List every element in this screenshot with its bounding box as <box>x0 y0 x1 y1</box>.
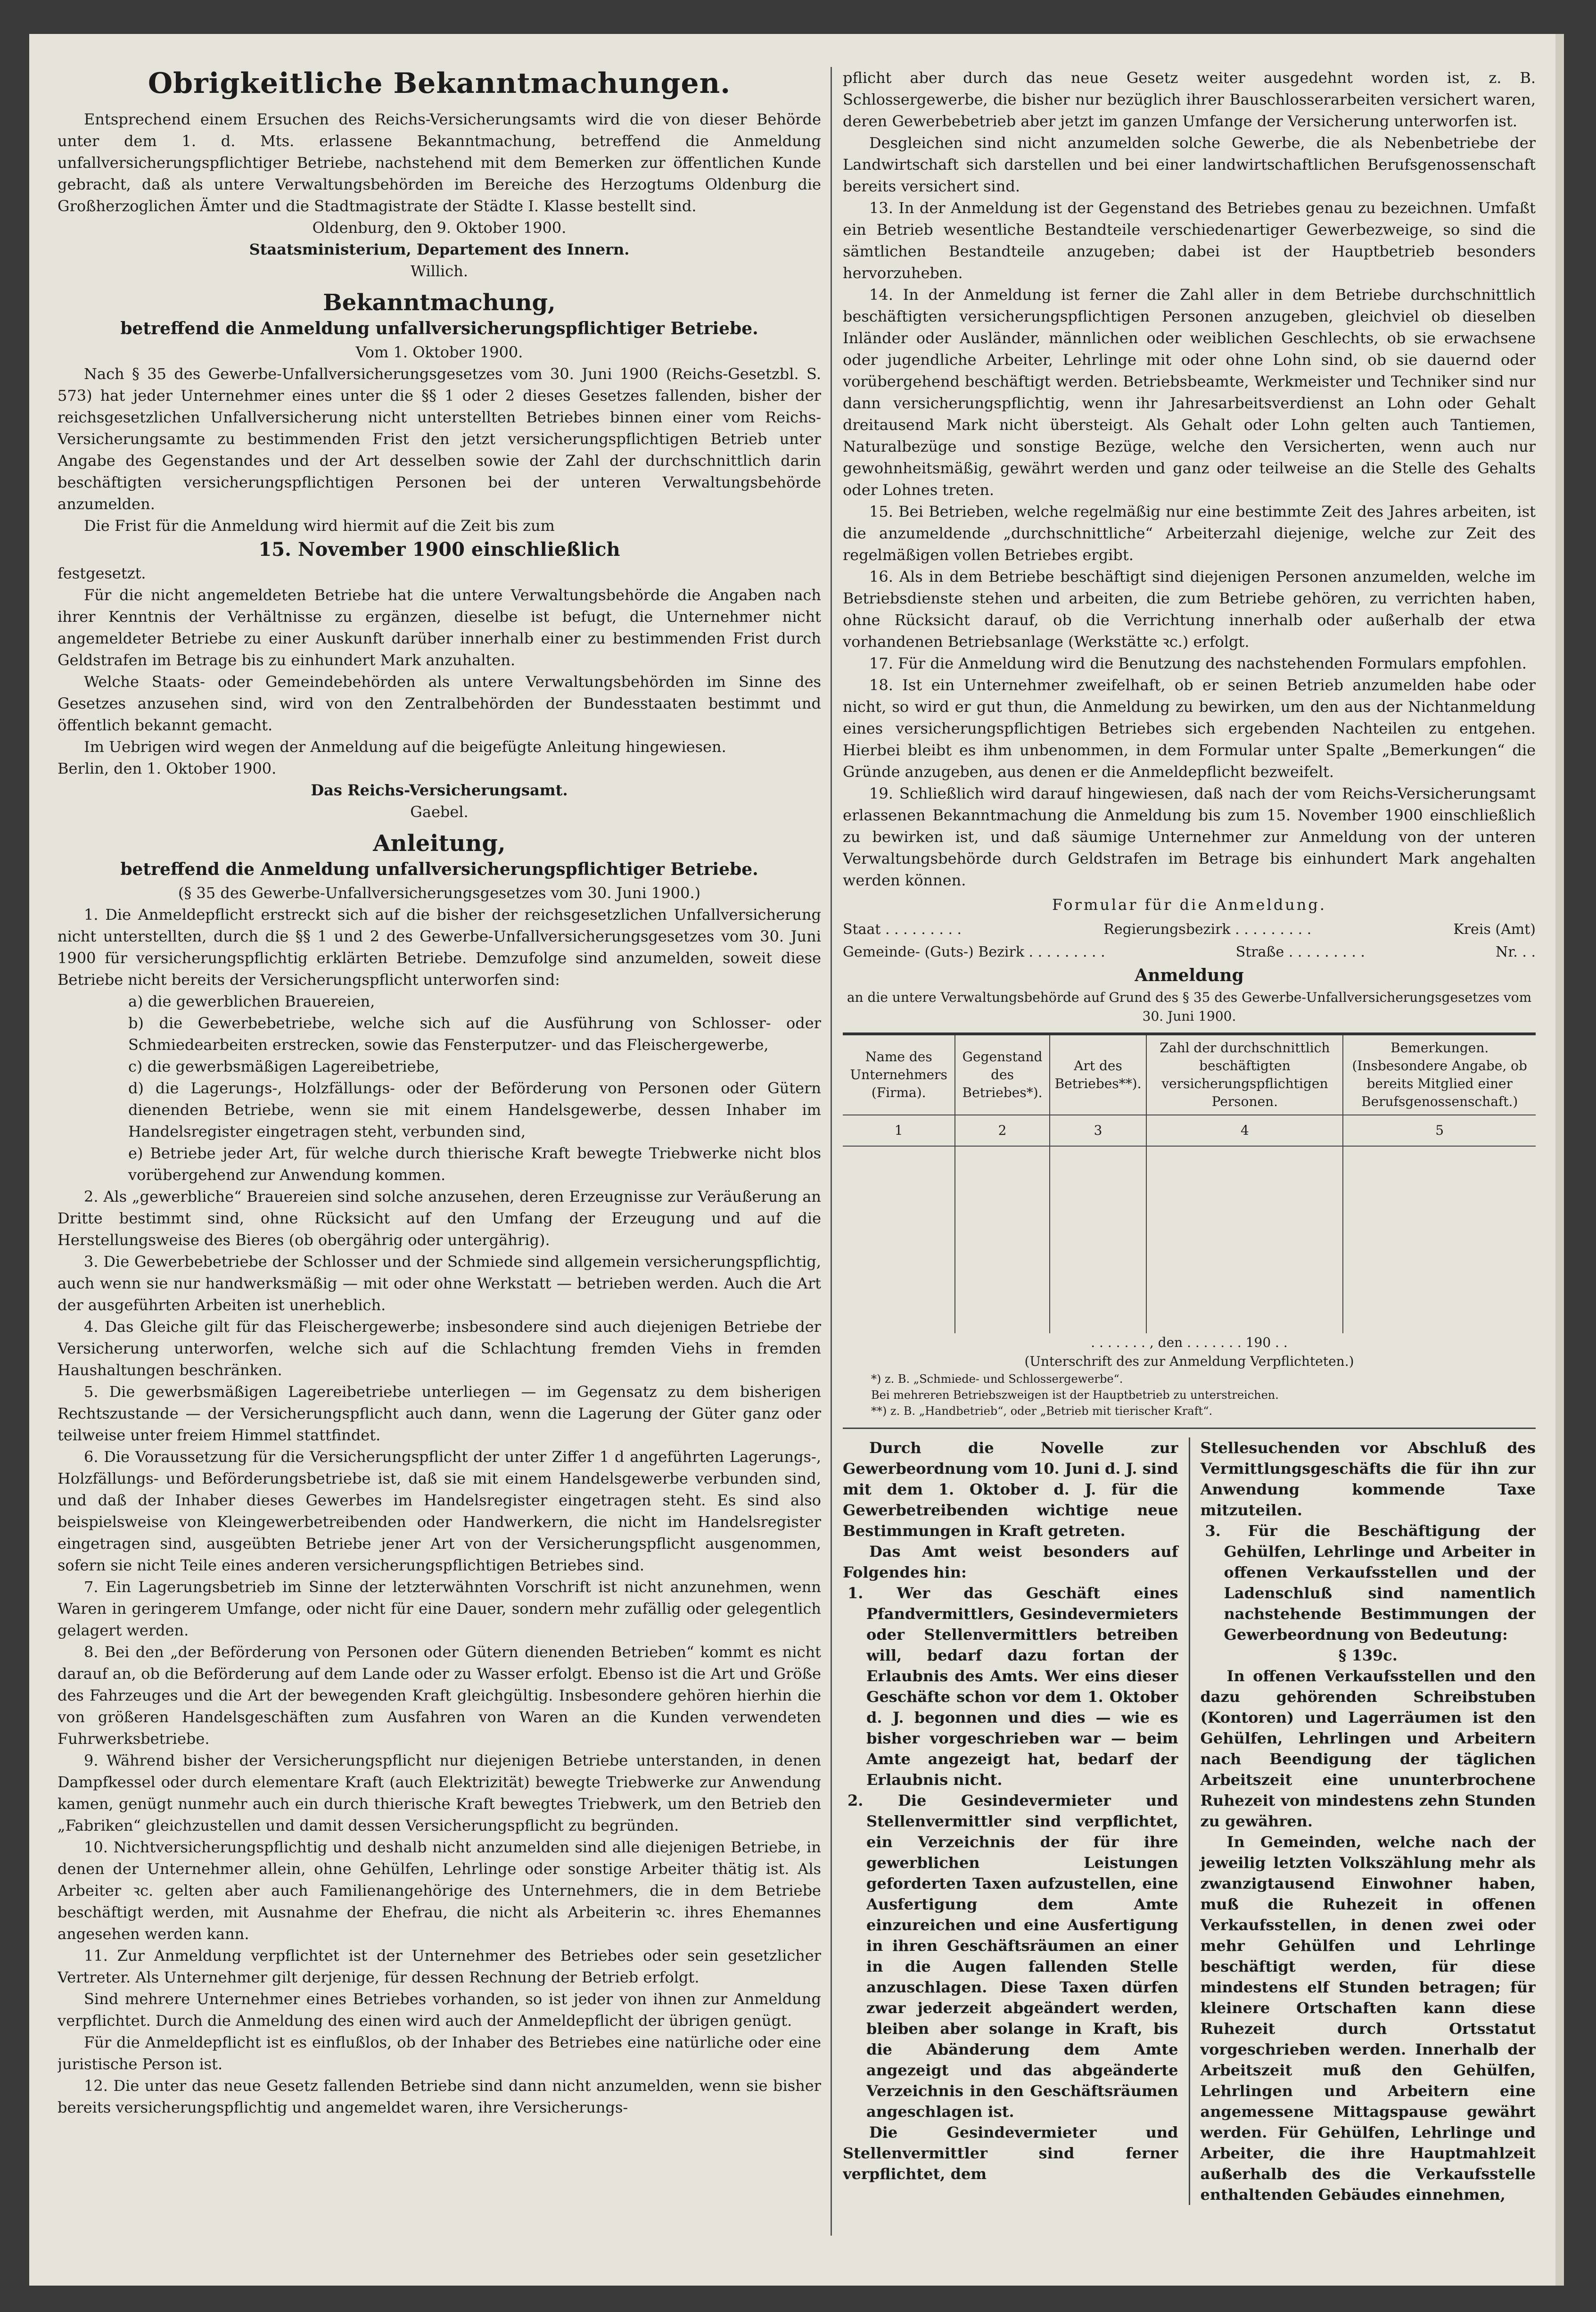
table-header: Zahl der durchschnittlich beschäftigten versicherungspflichtigen Personen. <box>1146 1034 1343 1115</box>
bekanntmachung-date: Vom 1. Oktober 1900. <box>355 343 523 361</box>
paragraph: 15. Bei Betrieben, welche regelmäßig nur eine bestimmte Zeit des Jahres arbeiten, ist die anzumeldende „durchschnittliche“ Arbeiterzahl diejenige, welche zur Zeit des regelmäßigen vollen Betriebes ergibt. <box>843 503 1536 564</box>
ministry-name: Staatsministerium, Departement des Innern. <box>249 240 630 258</box>
list-item: d) die Lagerungs-, Holzfällungs- oder der Beförderung von Personen oder Gütern dienenden Betriebe, wenn sie mit einem Handelsgewerbe, dessen Inhaber im Handelsregister eingetragen steht, verbunden sind, <box>128 1079 821 1140</box>
number-field: Nr. . . <box>1496 944 1536 960</box>
municipality-field: Gemeinde- (Guts-) Bezirk . . . . . . . . . <box>843 944 1105 960</box>
column-number: 2 <box>955 1115 1049 1146</box>
district-field: Regierungsbezirk . . . . . . . . . <box>1103 921 1312 938</box>
paragraph: Die Frist für die Anmeldung wird hiermit auf die Zeit bis zum <box>84 517 555 535</box>
anleitung-subtitle: betreffend die Anmeldung unfallversicherungspflichtiger Betriebe. <box>120 859 758 879</box>
column-number: 4 <box>1146 1115 1343 1146</box>
table-row <box>843 1146 1536 1333</box>
paragraph: 5. Die gewerbsmäßigen Lagereibetriebe unterliegen — im Gegensatz zu dem bisherigen Rechtszustande — der Versicherungspflicht auch dann, wenn die Lagerung der Güter ganz oder teilweise unter freiem Himmel stattfindet. <box>58 1383 821 1444</box>
intro-paragraph: Entsprechend einem Ersuchen des Reichs-Versicherungsamts wird die von dieser Behörde unter dem 1. d. Mts. erlassene Bekanntmachung, betreffend die Anmeldung unfallversicherungspflichtiger Betriebe, nachstehend mit dem Bemerken zur öffentlichen Kunde gebracht, daß als untere Verwaltungsbehörden im Bereiche des Herzogtums Oldenburg die Großherzoglichen Ämter und die Stadtmagistrate der Städte I. Klasse bestellt sind. <box>58 110 821 215</box>
table-row <box>843 1115 1536 1146</box>
paragraph: In Gemeinden, welche nach der jeweilig letzten Volkszählung mehr als zwanzigtausend Einwohner haben, muß die Ruhezeit in offenen Verkaufsstellen, in denen zwei oder mehr Gehülfen und Lehrlinge beschäftigt werden, für diese mindestens elf Stunden betragen; für kleinere Ortschaften kann diese Ruhezeit durch Ortsstatut vorgeschrieben werden. Innerhalb der Arbeitszeit muß den Gehülfen, Lehrlingen und Arbeitern eine angemessene Mittagspause gewährt werden. Für Gehülfen, Lehrlinge und Arbeiter, die ihre Hauptmahlzeit außerhalb des die Verkaufsstelle enthaltenden Gebäudes einnehmen, <box>1200 1833 1536 2204</box>
list-item: c) die gewerbsmäßigen Lagereibetriebe, <box>128 1057 440 1075</box>
paragraph: Im Uebrigen wird wegen der Anmeldung auf die beigefügte Anleitung hingewiesen. <box>84 738 726 756</box>
section-rule <box>843 1428 1536 1429</box>
signature-line: . . . . . . . , den . . . . . . . 190 . . <box>1091 1335 1288 1350</box>
page-edge <box>1555 34 1564 2286</box>
signature-caption: (Unterschrift des zur Anmeldung Verpflichteten.) <box>1024 1354 1354 1369</box>
paragraph: 19. Schließlich wird darauf hingewiesen, daß nach der vom Reichs-Versicherungsamt erlassenen Bekanntmachung die Anmeldung bis zum 15. November 1900 einschließlich zu bewirken ist, und daß säumige Unternehmer zur Anmeldung von der unteren Verwaltungsbehörde durch Geldstrafen im Betrage bis einhundert Mark angehalten werden können. <box>843 784 1536 889</box>
paragraph: 9. Während bisher der Versicherungspflicht nur diejenigen Betriebe unterstanden, in denen Dampfkessel oder durch elementare Kraft (auch Elektrizität) bewegte Triebwerke zur Anwendung kamen, genügt nunmehr auch ein durch thierische Kraft bewegtes Triebwerk, um den Betrieb den „Fabriken“ gleichzustellen und damit dessen Versicherungspflicht zu begründen. <box>58 1751 821 1834</box>
anleitung-reference: (§ 35 des Gewerbe-Unfallversicherungsgesetzes vom 30. Juni 1900.) <box>178 884 701 902</box>
paragraph: Durch die Novelle zur Gewerbeordnung vom 10. Juni d. J. sind mit dem 1. Oktober d. J. für die Gewerbetreibenden wichtige neue Bestimmungen in Kraft getreten. <box>843 1439 1178 1540</box>
paragraph: Desgleichen sind nicht anzumelden solche Gewerbe, die als Nebenbetriebe der Landwirtschaft sich darstellen und bei einer landwirtschaftlichen Berufsgenossenschaft bereits versichert sind. <box>843 134 1536 195</box>
paragraph: In offenen Verkaufsstellen und den dazu gehörenden Schreibstuben (Kontoren) und Lagerräumen ist den Gehülfen, Lehrlingen und Arbeitern nach Beendigung der täglichen Arbeitszeit eine ununterbrochene Ruhezeit von mindestens zehn Stunden zu gewähren. <box>1200 1667 1536 1830</box>
paragraph: 2. Als „gewerbliche“ Brauereien sind solche anzusehen, deren Erzeugnisse zur Veräußerung an Dritte bestimmt sind, ohne Rücksicht auf den Umfang der Erzeugung und auf die Herstellungsweise des Bieres (ob obergährig oder untergährig). <box>58 1188 821 1249</box>
place-date: Oldenburg, den 9. Oktober 1900. <box>312 219 567 237</box>
form-title: Formular für die Anmeldung. <box>1052 896 1327 914</box>
deadline: 15. November 1900 einschließlich <box>258 538 620 561</box>
right-column <box>843 67 1536 2205</box>
table-cell <box>1050 1146 1147 1333</box>
paragraph: Welche Staats- oder Gemeindebehörden als untere Verwaltungsbehörden im Sinne des Gesetzes anzusehen sind, wird von den Zentralbehörden der Bundesstaaten bestimmt und öffentlich bekannt gemacht. <box>58 673 821 734</box>
paragraph: 1. Wer das Geschäft eines Pfandvermittlers, Gesindevermieters oder Stellenvermittlers betreiben will, bedarf dazu fortan der Erlaubnis des Amts. Wer eins dieser Geschäfte schon vor dem 1. Oktober d. J. begonnen und dies — wie es bisher vorgeschrieben war — beim Amte angezeigt hat, bedarf der Erlaubnis nicht. <box>847 1584 1178 1789</box>
table-header: Art des Betriebes**). <box>1050 1034 1147 1115</box>
list-item: b) die Gewerbebetriebe, welche sich auf die Ausführung von Schlosser- oder Schmiedearbeiten erstrecken, sowie das Fensterputzer- und das Fleischergewerbe, <box>128 1014 821 1054</box>
place-date: Berlin, den 1. Oktober 1900. <box>58 760 277 777</box>
trade-notice-right <box>1201 1437 1536 2205</box>
paragraph: 17. Für die Anmeldung wird die Benutzung des nachstehenden Formulars empfohlen. <box>869 654 1527 672</box>
signer: Gaebel. <box>410 803 469 821</box>
paragraph: Für die Anmeldepflicht ist es einflußlos, ob der Inhaber des Betriebes eine natürliche oder eine juristische Person ist. <box>58 2033 821 2073</box>
registration-table <box>843 1032 1536 1333</box>
column-number: 1 <box>843 1115 955 1146</box>
paragraph: Die Gesindevermieter und Stellenvermittler sind ferner verpflichtet, dem <box>843 2123 1178 2183</box>
column-number: 5 <box>1343 1115 1536 1146</box>
paragraph: Das Amt weist besonders auf Folgendes hin: <box>843 1543 1178 1581</box>
paragraph: 6. Die Voraussetzung für die Versicherungspflicht der unter Ziffer 1 d angeführten Lagerungs-, Holzfällungs- und Beförderungsbetriebe ist, daß sie mit einem Handelsgewerbe verbunden sind, und daß der Inhaber dieses Gewerbes im Handelsregister eingetragen steht. Es sind also beispielsweise von Kleingewerbetreibenden oder Handwerkern, die nicht im Handelsregister eingetragen sind, ausgeübten Betriebe jener Art von der Versicherungspflicht ausgenommen, sofern sie nicht Teile eines anderen versicherungspflichtigen Betriebes sind. <box>58 1448 821 1574</box>
table-header-row <box>843 1034 1536 1115</box>
paragraph: 3. Die Gewerbebetriebe der Schlosser und der Schmiede sind allgemein versicherungspflichtig, auch wenn sie nur handwerksmäßig — mit oder ohne Werkstatt — betrieben werden. Auch die Art der ausgeführten Arbeiten ist unerheblich. <box>58 1253 821 1314</box>
column-divider <box>831 67 832 2236</box>
paragraph: Nach § 35 des Gewerbe-Unfallversicherungsgesetzes vom 30. Juni 1900 (Reichs-Gesetzbl. S. 573) hat jeder Unternehmer eines unter die §§ 1 oder 2 dieses Gesetzes fallenden, bisher der reichsgesetzlichen Unfallversicherung nicht unterstellten Betriebes binnen einer vom Reichs-Versicherungsamte zu bestimmenden Frist den jetzt versicherungspflichtigen Betrieb unter Angabe des Gegenstandes und der Art desselben sowie der Zahl der durchschnittlich darin beschäftigten versicherungspflichtigen Personen bei der unteren Verwaltungsbehörde anzumelden. <box>58 365 821 513</box>
paragraph: Für die nicht angemeldeten Betriebe hat die untere Verwaltungsbehörde die Angaben nach ihrer Kenntnis der Verhältnisse zu ergänzen, dieselbe ist befugt, die Unternehmer nicht angemeldeter Betriebe zu einer Auskunft darüber innerhalb einer zu bestimmenden Frist durch Geldstrafen im Betrage bis zu einhundert Mark anzuhalten. <box>58 586 821 669</box>
signer: Willich. <box>411 262 468 280</box>
state-field: Staat . . . . . . . . . <box>843 921 962 938</box>
paragraph: 3. Für die Beschäftigung der Gehülfen, Lehrlinge und Arbeiter in offenen Verkaufsstellen und der Ladenschluß sind namentlich nachstehende Bestimmungen der Gewerbeordnung von Bedeutung: <box>1205 1522 1536 1643</box>
footnote: **) z. B. „Handbetrieb“, oder „Betrieb mit tierischer Kraft“. <box>871 1404 1213 1418</box>
business-list <box>58 991 821 1186</box>
table-header: Name des Unternehmers (Firma). <box>850 1049 947 1100</box>
left-column <box>58 67 821 2118</box>
anleitung-title: Anleitung, <box>373 830 506 857</box>
form-line <box>843 918 1536 941</box>
paragraph: Sind mehrere Unternehmer eines Betriebes vorhanden, so ist jeder von ihnen zur Anmeldung verpflichtet. Durch die Anmeldung des einen wird auch der Anmeldepflicht der übrigen genügt. <box>58 1990 821 2030</box>
list-item: e) Betriebe jeder Art, für welche durch thierische Kraft bewegte Triebwerke nicht blos vorübergehend zur Anwendung kommen. <box>128 1144 821 1184</box>
paragraph: pflicht aber durch das neue Gesetz weiter ausgedehnt worden ist, z. B. Schlossergewerbe, die bisher nur bezüglich ihrer Bauschlosserarbeiten versichert waren, deren Gewerbebetrieb aber jetzt im ganzen Umfange der Versicherung unterworfen ist. <box>843 69 1536 130</box>
anmeldung-title: Anmeldung <box>1135 966 1244 985</box>
paragraph: festgesetzt. <box>58 564 146 582</box>
footnote: *) z. B. „Schmiede- und Schlossergewerbe“. <box>871 1372 1123 1386</box>
office-name: Das Reichs-Versicherungsamt. <box>311 781 568 799</box>
paragraph: 4. Das Gleiche gilt für das Fleischergewerbe; insbesondere sind auch diejenigen Betriebe der Versicherung unterworfen, welche sich auf die Schlachtung fremden Viehs in fremden Haushaltungen beschränken. <box>58 1318 821 1379</box>
form-line <box>843 941 1536 964</box>
paragraph: 2. Die Gesindevermieter und Stellenvermittler sind verpflichtet, ein Verzeichnis der für ihre gewerblichen Leistungen geforderten Taxen aufzustellen, eine Ausfertigung dem Amte einzureichen und eine Ausfertigung in ihren Geschäftsräumen an einer in die Augen fallenden Stelle anzuschlagen. Diese Taxen dürfen zwar jederzeit abgeändert werden, bleiben aber solange in Kraft, bis die Abänderung dem Amte angezeigt und das abgeänderte Verzeichnis in den Geschäftsräumen angeschlagen ist. <box>847 1792 1178 2121</box>
table-cell <box>1343 1146 1536 1333</box>
table-cell <box>1146 1146 1343 1333</box>
county-field: Kreis (Amt) <box>1453 921 1536 938</box>
list-item: a) die gewerblichen Brauereien, <box>128 992 375 1010</box>
anmeldung-subtitle: an die untere Verwaltungsbehörde auf Grund des § 35 des Gewerbe-Unfallversicherungsgesetzes vom 30. Juni 1900. <box>847 990 1532 1024</box>
table-header: Gegenstand des Betriebes*). <box>955 1034 1049 1115</box>
paragraph: 16. Als in dem Betriebe beschäftigt sind diejenigen Personen anzumelden, welche im Betriebsdienste stehen und arbeiten, die zum Betriebe gehören, zu verrichten haben, ohne Rücksicht darauf, ob die Verrichtung innerhalb oder außerhalb der etwa vorhandenen Betriebsanlage (Werkstätte ꝛc.) erfolgt. <box>843 568 1536 651</box>
column-number: 3 <box>1050 1115 1147 1146</box>
paragraph: 11. Zur Anmeldung verpflichtet ist der Unternehmer des Betriebes oder sein gesetzlicher Vertreter. Als Unternehmer gilt derjenige, für dessen Rechnung der Betrieb erfolgt. <box>58 1947 821 1986</box>
newspaper-page <box>29 34 1564 2286</box>
paragraph: 13. In der Anmeldung ist der Gegenstand des Betriebes genau zu bezeichnen. Umfaßt ein Betrieb wesentliche Bestandteile verschiedenartiger Gewerbezweige, so sind die sämtlichen Bestandteile anzugeben; dabei ist der Hauptbetrieb besonders hervorzuheben. <box>843 199 1536 282</box>
paragraph: 14. In der Anmeldung ist ferner die Zahl aller in dem Betriebe durchschnittlich beschäftigten versicherungspflichtigen Personen anzugeben, gleichviel ob dieselben Inländer oder Ausländer, männlichen oder weiblichen Geschlechts, ob sie erwachsene oder jugendliche Arbeiter, Lehrlinge mit oder ohne Lohn sind, ob sie dauernd oder vorübergehend beschäftigt werden. Betriebsbeamte, Werkmeister und Techniker sind nur dann versicherungspflichtig, wenn ihr Jahresarbeitsverdienst an Lohn oder Gehalt dreitausend Mark nicht übersteigt. Als Gehalt oder Lohn gelten auch Tantiemen, Naturalbezüge und sonstige Bezüge, welche den Versicherten, wenn auch nur gewohnheitsmäßig, gewährt werden und ganz oder teilweise an die Stelle des Gehalts oder Lohnes treten. <box>843 286 1536 499</box>
footnote: Bei mehreren Betriebszweigen ist der Hauptbetrieb zu unterstreichen. <box>871 1388 1279 1402</box>
section-title: Obrigkeitliche Bekanntmachungen. <box>148 67 731 100</box>
bekanntmachung-subtitle: betreffend die Anmeldung unfallversicherungspflichtiger Betriebe. <box>120 319 758 339</box>
paragraph: 12. Die unter das neue Gesetz fallenden Betriebe sind dann nicht anzumelden, wenn sie bisher bereits versicherungspflichtig und angemeldet waren, ihre Versicherungs- <box>58 2077 821 2116</box>
paragraph: 8. Bei den „der Beförderung von Personen oder Gütern dienenden Betrieben“ kommt es nicht darauf an, ob die Beförderung auf dem Lande oder zu Wasser erfolgt. Ebenso ist die Art und Größe des Fahrzeuges und die Art der bewegenden Kraft gleichgültig. Insbesondere gehören hierhin die von größeren Handelsgeschäften zum Ausfahren von Waren an die Kunden verwendeten Fuhrwerksbetriebe. <box>58 1643 821 1748</box>
table-header: Bemerkungen. (Insbesondere Angabe, ob bereits Mitglied einer Berufsgenossenschaft.) <box>1343 1034 1536 1115</box>
paragraph: 1. Die Anmeldepflicht erstreckt sich auf die bisher der reichsgesetzlichen Unfallversicherung nicht unterstellten, durch die §§ 1 und 2 des Gewerbe-Unfallversicherungsgesetzes vom 30. Juni 1900 für versicherungspflichtig erklärten Betriebe. Demzufolge sind anzumelden, soweit diese Betriebe nicht bereits der Versicherungspflicht unterworfen sind: <box>58 906 821 989</box>
bekanntmachung-title: Bekanntmachung, <box>323 289 556 316</box>
paragraph: 10. Nichtversicherungspflichtig und deshalb nicht anzumelden sind alle diejenigen Betriebe, in denen der Unternehmer allein, ohne Gehülfen, Lehrlinge oder sonstige Arbeiter thätig ist. Als Arbeiter ꝛc. gelten aber auch Familienangehörige des Unternehmers, die in dem Betriebe beschäftigt werden, mit Ausnahme der Ehefrau, die nicht als Arbeiterin ꝛc. ihres Ehemannes angesehen werden kann. <box>58 1838 821 1943</box>
paragraph: 7. Ein Lagerungsbetrieb im Sinne der letzterwähnten Vorschrift ist nicht anzunehmen, wenn Waren in geringerem Umfange, oder nicht für eine Dauer, sondern mehr zufällig oder gelegentlich gelagert werden. <box>58 1578 821 1639</box>
trade-notice-left <box>843 1437 1178 2205</box>
column-divider <box>1189 1437 1190 2205</box>
section-number: § 139c. <box>1338 1646 1398 1664</box>
paragraph: 18. Ist ein Unternehmer zweifelhaft, ob er seinen Betrieb anzumelden habe oder nicht, so wird er gut thun, die Anmeldung zu bewirken, um den aus der Nichtanmeldung eines versicherungspflichtigen Betriebes sich ergebenden Nachteilen zu entgehen. Hierbei bleibt es ihm unbenommen, in dem Formular unter Spalte „Bemerkungen“ die Gründe anzugeben, aus denen er die Anmeldepflicht bezweifelt. <box>843 676 1536 781</box>
street-field: Straße . . . . . . . . . <box>1235 944 1365 960</box>
table-cell <box>955 1146 1049 1333</box>
paragraph: Stellesuchenden vor Abschluß des Vermittlungsgeschäfts die für ihn zur Anwendung kommende Taxe mitzuteilen. <box>1200 1439 1536 1519</box>
table-cell <box>843 1146 955 1333</box>
trade-notice <box>843 1437 1536 2205</box>
